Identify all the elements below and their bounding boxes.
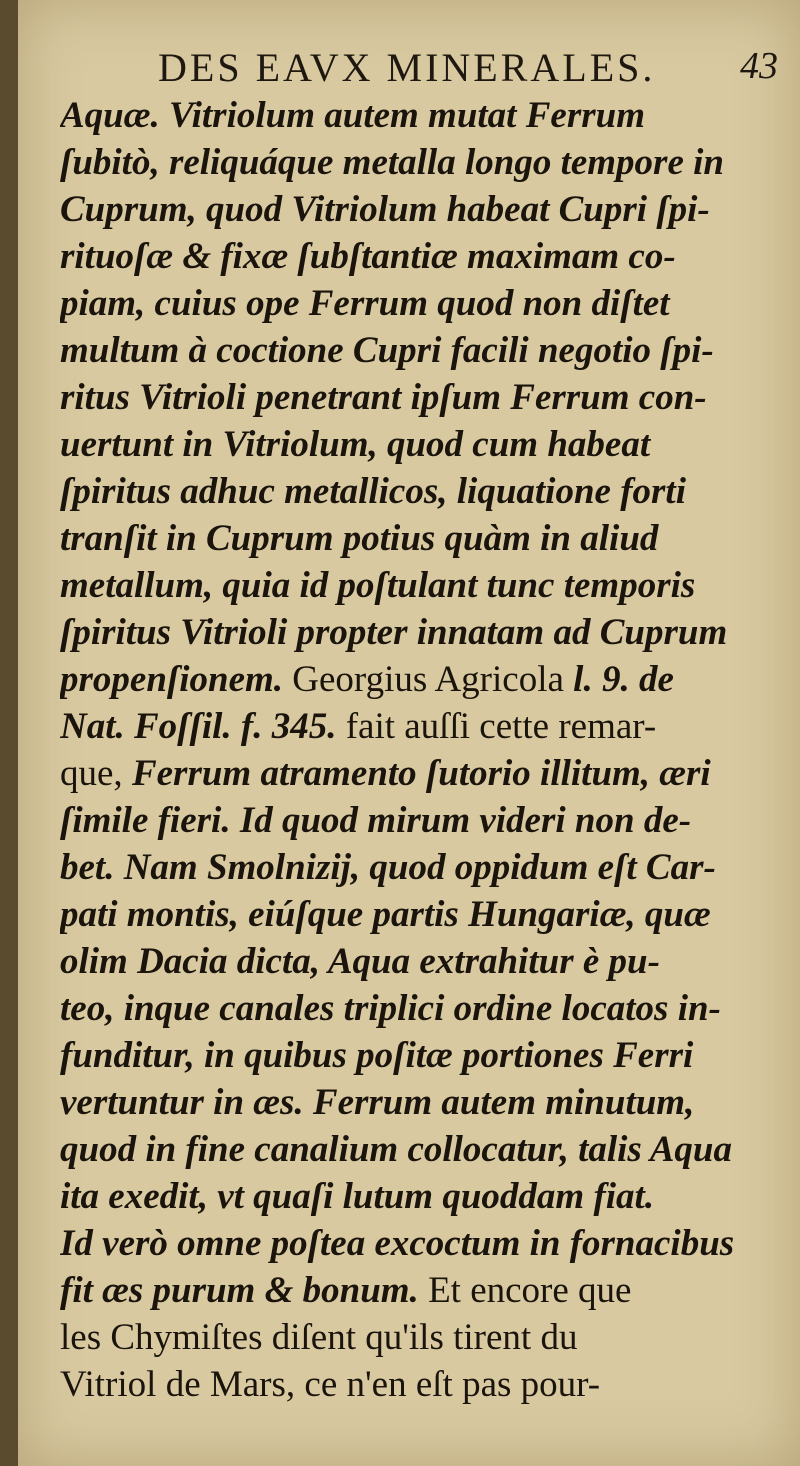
- text-line: [60, 1032, 780, 1079]
- body-text: [60, 92, 780, 1408]
- italic-latin-text: Ferrum atramento ſutorio illitum, æri: [131, 753, 711, 794]
- italic-latin-text: ſpiritus adhuc metallicos, liquatione forti: [60, 471, 686, 512]
- text-line: [60, 656, 780, 703]
- text-line: [60, 844, 780, 891]
- roman-french-text: Et encore que: [418, 1270, 632, 1311]
- text-line: [60, 938, 780, 985]
- text-line: [60, 468, 780, 515]
- text-line: [60, 233, 780, 280]
- italic-latin-text: olim Dacia dicta, Aqua extrahitur è pu-: [60, 941, 660, 982]
- italic-latin-text: pati montis, eiúſque partis Hungariæ, quæ: [60, 894, 711, 935]
- italic-latin-text: ſpiritus Vitrioli propter innatam ad Cuprum: [60, 612, 728, 653]
- text-line: [60, 92, 780, 139]
- text-line: [60, 139, 780, 186]
- running-head: DES EAVX MINERALES.: [158, 45, 656, 90]
- text-line: [60, 1361, 780, 1408]
- italic-latin-text: funditur, in quibus poſitæ portiones Ferri: [60, 1035, 694, 1076]
- text-line: [60, 421, 780, 468]
- italic-latin-text: Aquæ. Vitriolum autem mutat Ferrum: [60, 95, 645, 136]
- italic-latin-text: Id verò omne poſtea excoctum in fornacibus: [60, 1223, 735, 1264]
- text-line: [60, 1173, 780, 1220]
- text-line: [60, 1079, 780, 1126]
- italic-latin-text: teo, inque canales triplici ordine locatos in-: [60, 988, 721, 1029]
- text-line: [60, 374, 780, 421]
- text-line: [60, 891, 780, 938]
- roman-french-text: que,: [60, 753, 132, 794]
- italic-latin-text: vertuntur in æs. Ferrum autem minutum,: [60, 1082, 695, 1123]
- italic-latin-text: piam, cuius ope Ferrum quod non diſtet: [60, 283, 670, 324]
- italic-latin-text: propenſionem.: [60, 659, 284, 700]
- roman-french-text: Vitriol de Mars, ce n'en eſt pas pour-: [60, 1364, 601, 1405]
- italic-latin-text: quod in fine canalium collocatur, talis Aqua: [60, 1129, 732, 1170]
- text-line: [60, 280, 780, 327]
- italic-latin-text: ſubitò, reliquáque metalla longo tempore in: [60, 142, 724, 183]
- text-line: [60, 985, 780, 1032]
- italic-latin-text: Cuprum, quod Vitriolum habeat Cupri ſpi-: [60, 189, 710, 230]
- text-line: [60, 703, 780, 750]
- text-line: [60, 797, 780, 844]
- text-line: [60, 515, 780, 562]
- text-line: [60, 1267, 780, 1314]
- roman-french-text: les Chymiſtes diſent qu'ils tirent du: [60, 1317, 578, 1358]
- text-line: [60, 562, 780, 609]
- page-header: [18, 40, 800, 96]
- italic-latin-text: ita exedit, vt quaſi lutum quoddam fiat.: [60, 1176, 655, 1217]
- italic-latin-text: rituoſæ & fixæ ſubſtantiæ maximam co-: [60, 236, 676, 277]
- text-line: [60, 186, 780, 233]
- text-line: [60, 1314, 780, 1361]
- roman-french-text: fait auſſi cette remar-: [336, 706, 657, 747]
- roman-french-text: Georgius Agricola: [283, 659, 574, 700]
- book-page: [18, 0, 800, 1466]
- italic-latin-text: ſimile fieri. Id quod mirum videri non de-: [60, 800, 692, 841]
- italic-latin-text: fit æs purum & bonum.: [60, 1270, 419, 1311]
- text-line: [60, 750, 780, 797]
- italic-latin-text: ritus Vitrioli penetrant ipſum Ferrum con-: [60, 377, 707, 418]
- italic-latin-text: multum à coctione Cupri facili negotio ſpi-: [60, 330, 714, 371]
- italic-latin-text: uertunt in Vitriolum, quod cum habeat: [60, 424, 651, 465]
- italic-latin-text: Nat. Foſſil. f. 345.: [60, 706, 337, 747]
- italic-latin-text: metallum, quia id poſtulant tunc temporis: [60, 565, 696, 606]
- page-number: 43: [740, 45, 778, 87]
- text-line: [60, 327, 780, 374]
- text-line: [60, 1220, 780, 1267]
- text-line: [60, 1126, 780, 1173]
- italic-latin-text: bet. Nam Smolnizij, quod oppidum eſt Car-: [60, 847, 716, 888]
- text-line: [60, 609, 780, 656]
- italic-latin-text: tranſit in Cuprum potius quàm in aliud: [60, 518, 659, 559]
- italic-latin-text: l. 9. de: [573, 659, 674, 700]
